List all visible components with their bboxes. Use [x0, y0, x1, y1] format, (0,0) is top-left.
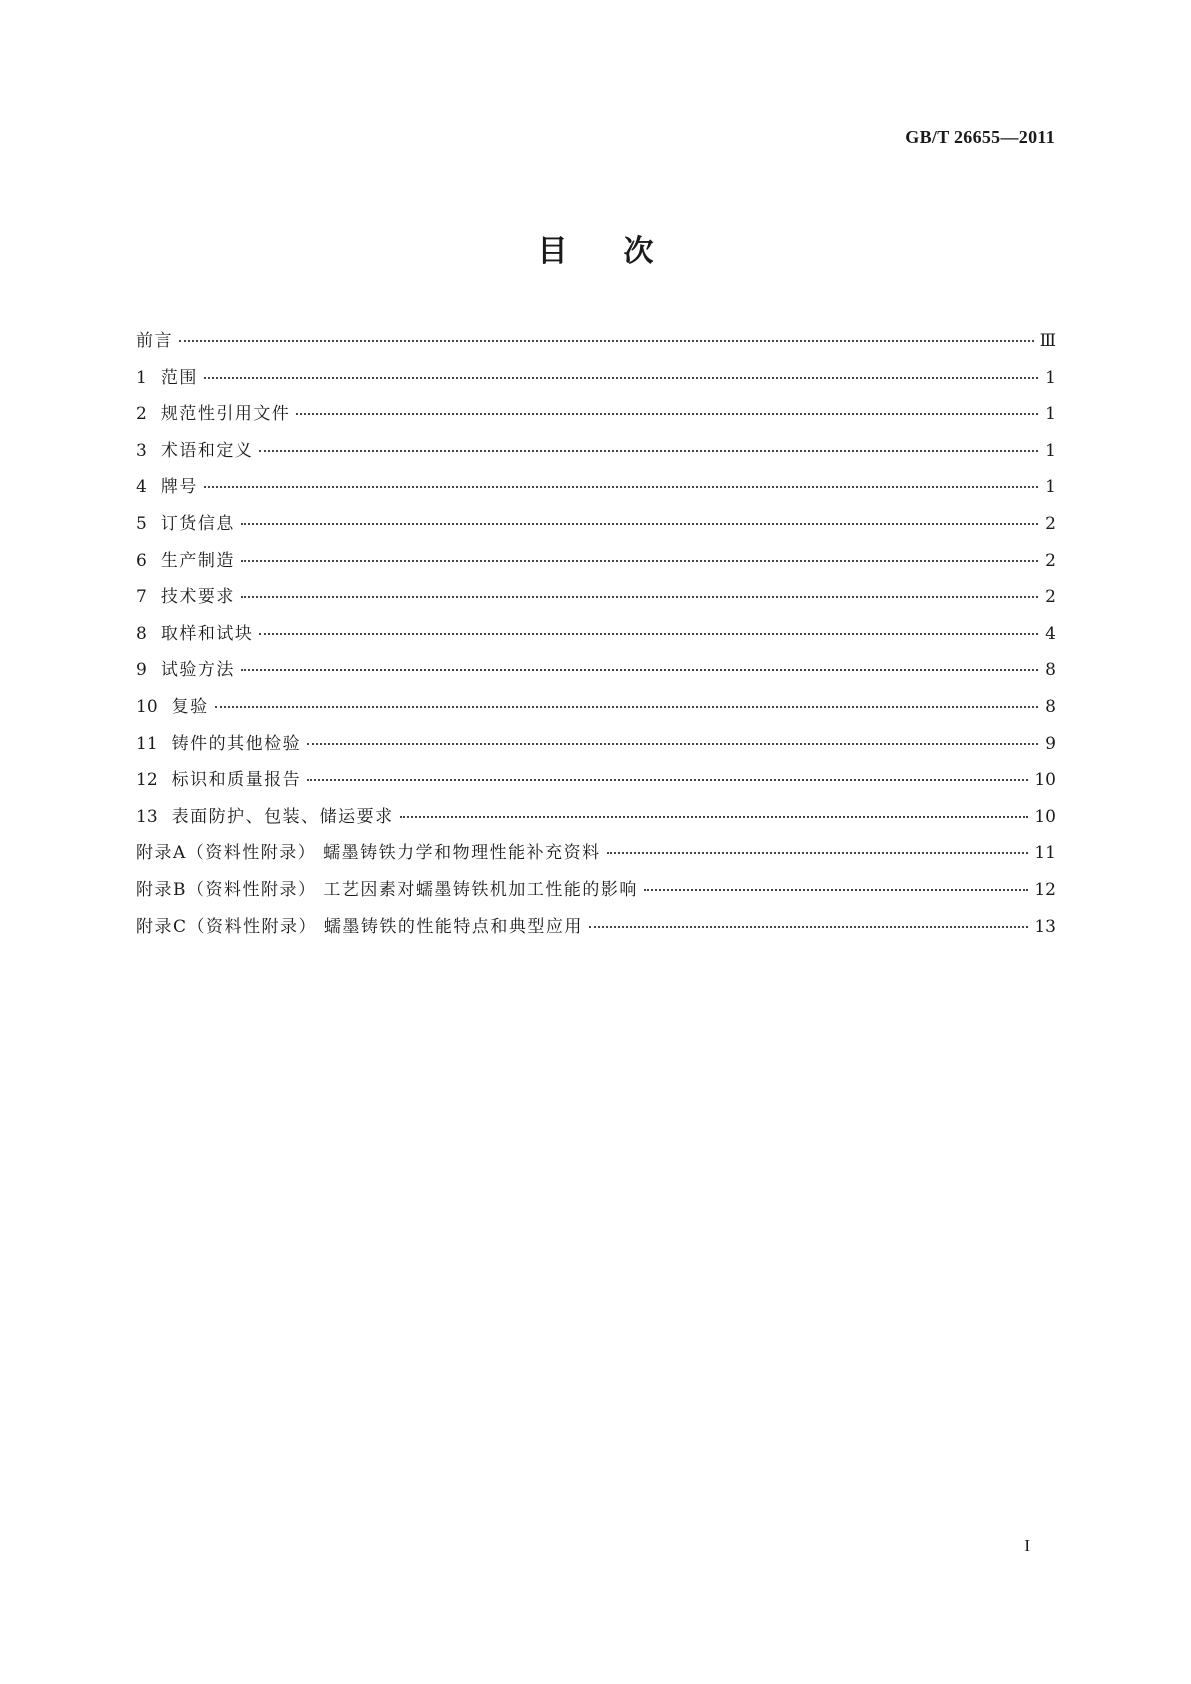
dot-leader	[204, 485, 1038, 488]
toc-entry-number: 12	[136, 770, 158, 791]
toc-entry-page: 1	[1045, 440, 1056, 461]
toc-entry-label: 取样和试块	[160, 623, 254, 644]
toc-entry-2[interactable]	[136, 396, 1056, 433]
toc-entry-page: 4	[1045, 623, 1056, 644]
toc-entry-annex-a[interactable]	[136, 835, 1056, 872]
toc-entry-label: 试验方法	[160, 660, 235, 681]
dot-leader	[179, 339, 1034, 342]
dot-leader	[215, 705, 1038, 708]
toc-entry-page: 1	[1045, 367, 1056, 388]
toc-entry-annex-b[interactable]	[136, 872, 1056, 909]
toc-entry-label: 附录B（资料性附录） 工艺因素对蠕墨铸铁机加工性能的影响	[136, 879, 638, 900]
toc-entry-number: 10	[136, 696, 158, 717]
dot-leader	[259, 632, 1038, 635]
toc-entry-page: 13	[1034, 916, 1056, 937]
toc-entry-page: 1	[1045, 477, 1056, 498]
toc-entry-number: 6	[136, 550, 147, 571]
dot-leader	[259, 449, 1038, 452]
toc-entry-annex-c[interactable]	[136, 909, 1056, 946]
dot-leader	[241, 522, 1038, 525]
dot-leader	[241, 668, 1038, 671]
toc-entry-12[interactable]	[136, 762, 1056, 799]
toc-entry-label: 附录A（资料性附录） 蠕墨铸铁力学和物理性能补充资料	[136, 843, 601, 864]
toc-entry-label: 表面防护、包装、储运要求	[171, 806, 394, 827]
toc-entry-number: 5	[136, 513, 147, 534]
standard-number: GB/T 26655—2011	[905, 127, 1055, 147]
toc-entry-label: 牌号	[160, 477, 198, 498]
page-title: 目次	[537, 234, 710, 269]
toc-entry-8[interactable]	[136, 616, 1056, 653]
toc-entry-label: 技术要求	[160, 587, 235, 608]
toc-entry-page: 12	[1034, 879, 1056, 900]
dot-leader	[400, 815, 1029, 818]
dot-leader	[204, 376, 1038, 379]
toc-entry-label: 术语和定义	[160, 440, 254, 461]
toc-entry-foreword[interactable]	[136, 323, 1056, 360]
toc-entry-number: 11	[136, 733, 158, 754]
toc-entry-page: 2	[1045, 587, 1056, 608]
toc-entry-label: 铸件的其他检验	[171, 733, 302, 754]
toc-entry-label: 前言	[136, 331, 173, 351]
dot-leader	[607, 851, 1029, 854]
toc-entry-3[interactable]	[136, 433, 1056, 470]
toc-entry-page: 2	[1045, 550, 1056, 571]
toc-entry-number: 2	[136, 404, 147, 425]
toc-entry-number: 7	[136, 587, 147, 608]
toc-entry-number: 9	[136, 660, 147, 681]
dot-leader	[241, 559, 1038, 562]
toc-entry-label: 复验	[171, 696, 209, 717]
toc-entry-page: 9	[1045, 733, 1056, 754]
toc-entry-13[interactable]	[136, 799, 1056, 836]
toc-entry-label: 生产制造	[160, 550, 235, 571]
dot-leader	[307, 742, 1038, 745]
toc-entry-page: 1	[1045, 404, 1056, 425]
toc-entry-page: 10	[1034, 770, 1056, 791]
toc-entry-number: 3	[136, 440, 147, 461]
toc-entry-number: 4	[136, 477, 147, 498]
table-of-contents	[136, 323, 1056, 945]
toc-entry-label: 附录C（资料性附录） 蠕墨铸铁的性能特点和典型应用	[136, 916, 583, 937]
dot-leader	[296, 412, 1038, 415]
toc-entry-1[interactable]	[136, 360, 1056, 397]
toc-entry-4[interactable]	[136, 469, 1056, 506]
toc-entry-label: 订货信息	[160, 513, 235, 534]
toc-entry-page: Ⅲ	[1039, 331, 1056, 351]
toc-entry-page: 11	[1034, 843, 1056, 864]
dot-leader	[589, 925, 1028, 928]
toc-entry-label: 标识和质量报告	[171, 770, 302, 791]
toc-entry-6[interactable]	[136, 543, 1056, 580]
toc-entry-7[interactable]	[136, 579, 1056, 616]
toc-entry-label: 范围	[160, 367, 198, 388]
toc-entry-page: 8	[1045, 696, 1056, 717]
dot-leader	[644, 888, 1028, 891]
page-number: I	[1024, 1536, 1030, 1555]
dot-leader	[307, 778, 1028, 781]
toc-entry-page: 8	[1045, 660, 1056, 681]
toc-entry-page: 10	[1034, 806, 1056, 827]
toc-entry-5[interactable]	[136, 506, 1056, 543]
toc-entry-number: 8	[136, 623, 147, 644]
toc-entry-11[interactable]	[136, 726, 1056, 763]
toc-entry-number: 13	[136, 806, 158, 827]
toc-entry-label: 规范性引用文件	[160, 404, 291, 425]
toc-entry-10[interactable]	[136, 689, 1056, 726]
toc-entry-9[interactable]	[136, 652, 1056, 689]
toc-entry-number: 1	[136, 367, 147, 388]
dot-leader	[241, 595, 1038, 598]
toc-entry-page: 2	[1045, 513, 1056, 534]
